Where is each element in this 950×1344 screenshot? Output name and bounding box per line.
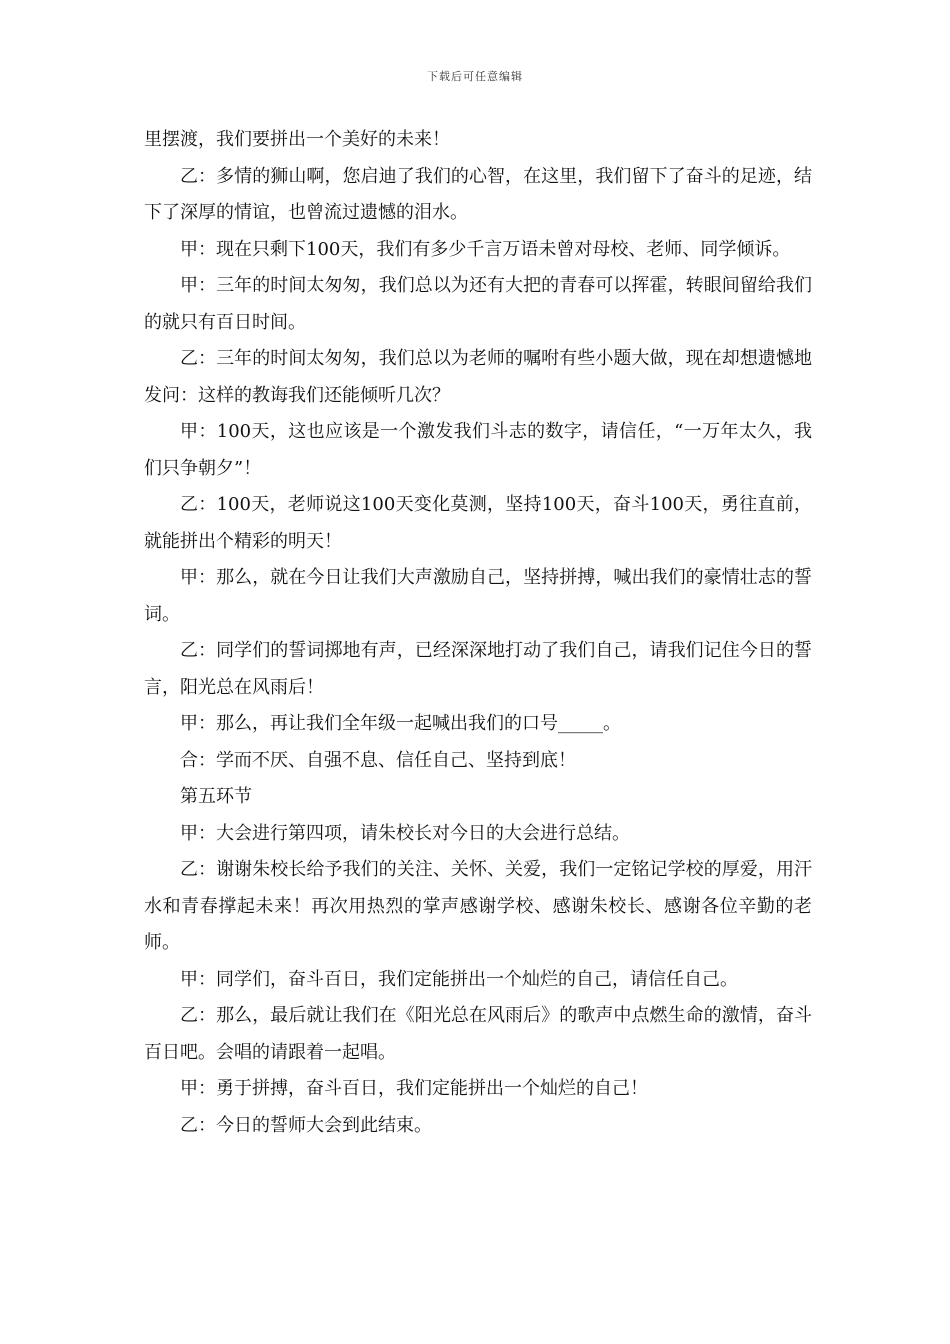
paragraph: 甲：那么，就在今日让我们大声激励自己，坚持拼搏，喊出我们的豪情壮志的誓词。: [144, 567, 812, 625]
paragraph: 合：学而不厌、自强不息、信任自己、坚持到底！: [180, 749, 576, 771]
paragraph: 甲：三年的时间太匆匆，我们总以为还有大把的青春可以挥霍，转眼间留给我们的就只有百日时间。: [144, 275, 812, 333]
document-body: [144, 122, 812, 1144]
paragraph: 甲：同学们，奋斗百日，我们定能拼出一个灿烂的自己，请信任自己。: [180, 968, 738, 990]
paragraph: 乙：100天，老师说这100天变化莫测，坚持100天，奋斗100天，勇往直前，就能拼出个精彩的明天！: [144, 494, 812, 552]
paragraph: 里摆渡，我们要拼出一个美好的未来！: [144, 129, 450, 150]
paragraph: 乙：三年的时间太匆匆，我们总以为老师的嘱咐有些小题大做，现在却想遗憾地发问：这样的教诲我们还能倾听几次？: [144, 348, 812, 406]
paragraph: 乙：谢谢朱校长给予我们的关注、关怀、关爱，我们一定铭记学校的厚爱，用汗水和青春撑起未来！再次用热烈的掌声感谢学校、感谢朱校长、感谢各位辛勤的老师。: [144, 859, 812, 953]
paragraph: 乙：同学们的誓词掷地有声，已经深深地打动了我们自己，请我们记住今日的誓言，阳光总在风雨后！: [144, 640, 812, 698]
paragraph: 乙：多情的狮山啊，您启迪了我们的心智，在这里，我们留下了奋斗的足迹，结下了深厚的情谊，也曾流过遗憾的泪水。: [144, 165, 812, 223]
section-heading: 第五环节: [180, 786, 252, 807]
paragraph: 甲：那么，再让我们全年级一起喊出我们的口号_____。: [180, 713, 621, 734]
paragraph: 甲：现在只剩下100天，我们有多少千言万语未曾对母校、老师、同学倾诉。: [180, 238, 791, 260]
paragraph: 甲：大会进行第四项，请朱校长对今日的大会进行总结。: [180, 822, 630, 844]
paragraph: 甲：100天，这也应该是一个激发我们斗志的数字，请信任，“一万年太久，我们只争朝夕”！: [144, 421, 812, 479]
paragraph: 乙：那么，最后就让我们在《阳光总在风雨后》的歌声中点燃生命的激情，奋斗百日吧。会唱的请跟着一起唱。: [144, 1005, 812, 1063]
page-header: 下载后可任意编辑: [427, 70, 523, 83]
paragraph: 甲：勇于拼搏，奋斗百日，我们定能拼出一个灿烂的自己！: [180, 1078, 648, 1099]
paragraph: 乙：今日的誓师大会到此结束。: [180, 1114, 432, 1136]
